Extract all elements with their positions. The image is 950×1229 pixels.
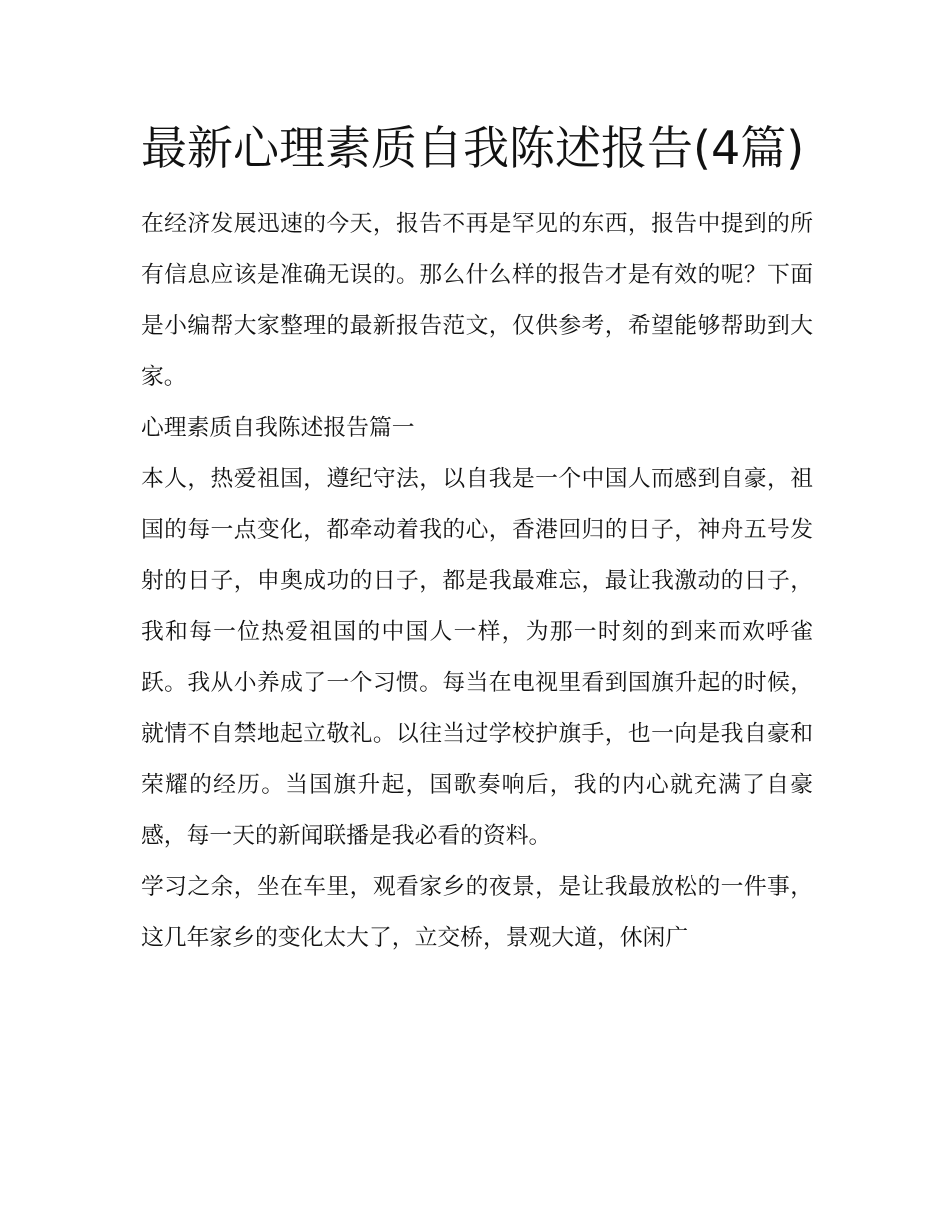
- document-title: 最新心理素质自我陈述报告(4篇): [141, 121, 805, 175]
- section-heading: 心理素质自我陈述报告篇一: [141, 415, 415, 441]
- intro-paragraph: 在经济发展迅速的今天，报告不再是罕见的东西，报告中提到的所有信息应该是准确无误的。那么什么样的报告才是有效的呢？下面是小编帮大家整理的最新报告范文，仅供参考，希望能够帮助到大家。: [141, 211, 813, 390]
- body-paragraph: 本人，热爱祖国，遵纪守法，以自我是一个中国人而感到自豪，祖国的每一点变化，都牵动着我的心，香港回归的日子，神舟五号发射的日子，申奥成功的日子，都是我最难忘，最让我激动的日子，我和每一位热爱祖国的中国人一样，为那一时刻的到来而欢呼雀跃。我从小养成了一个习惯。每当在电视里看到国旗升起的时候，就情不自禁地起立敬礼。以往当过学校护旗手，也一向是我自豪和荣耀的经历。当国旗升起，国歌奏响后，我的内心就充满了自豪感，每一天的新闻联播是我必看的资料。: [141, 466, 813, 849]
- document-page: [141, 112, 813, 964]
- body-paragraph: 学习之余，坐在车里，观看家乡的夜景，是让我最放松的一件事，这几年家乡的变化太大了，立交桥，景观大道，休闲广: [141, 874, 813, 951]
